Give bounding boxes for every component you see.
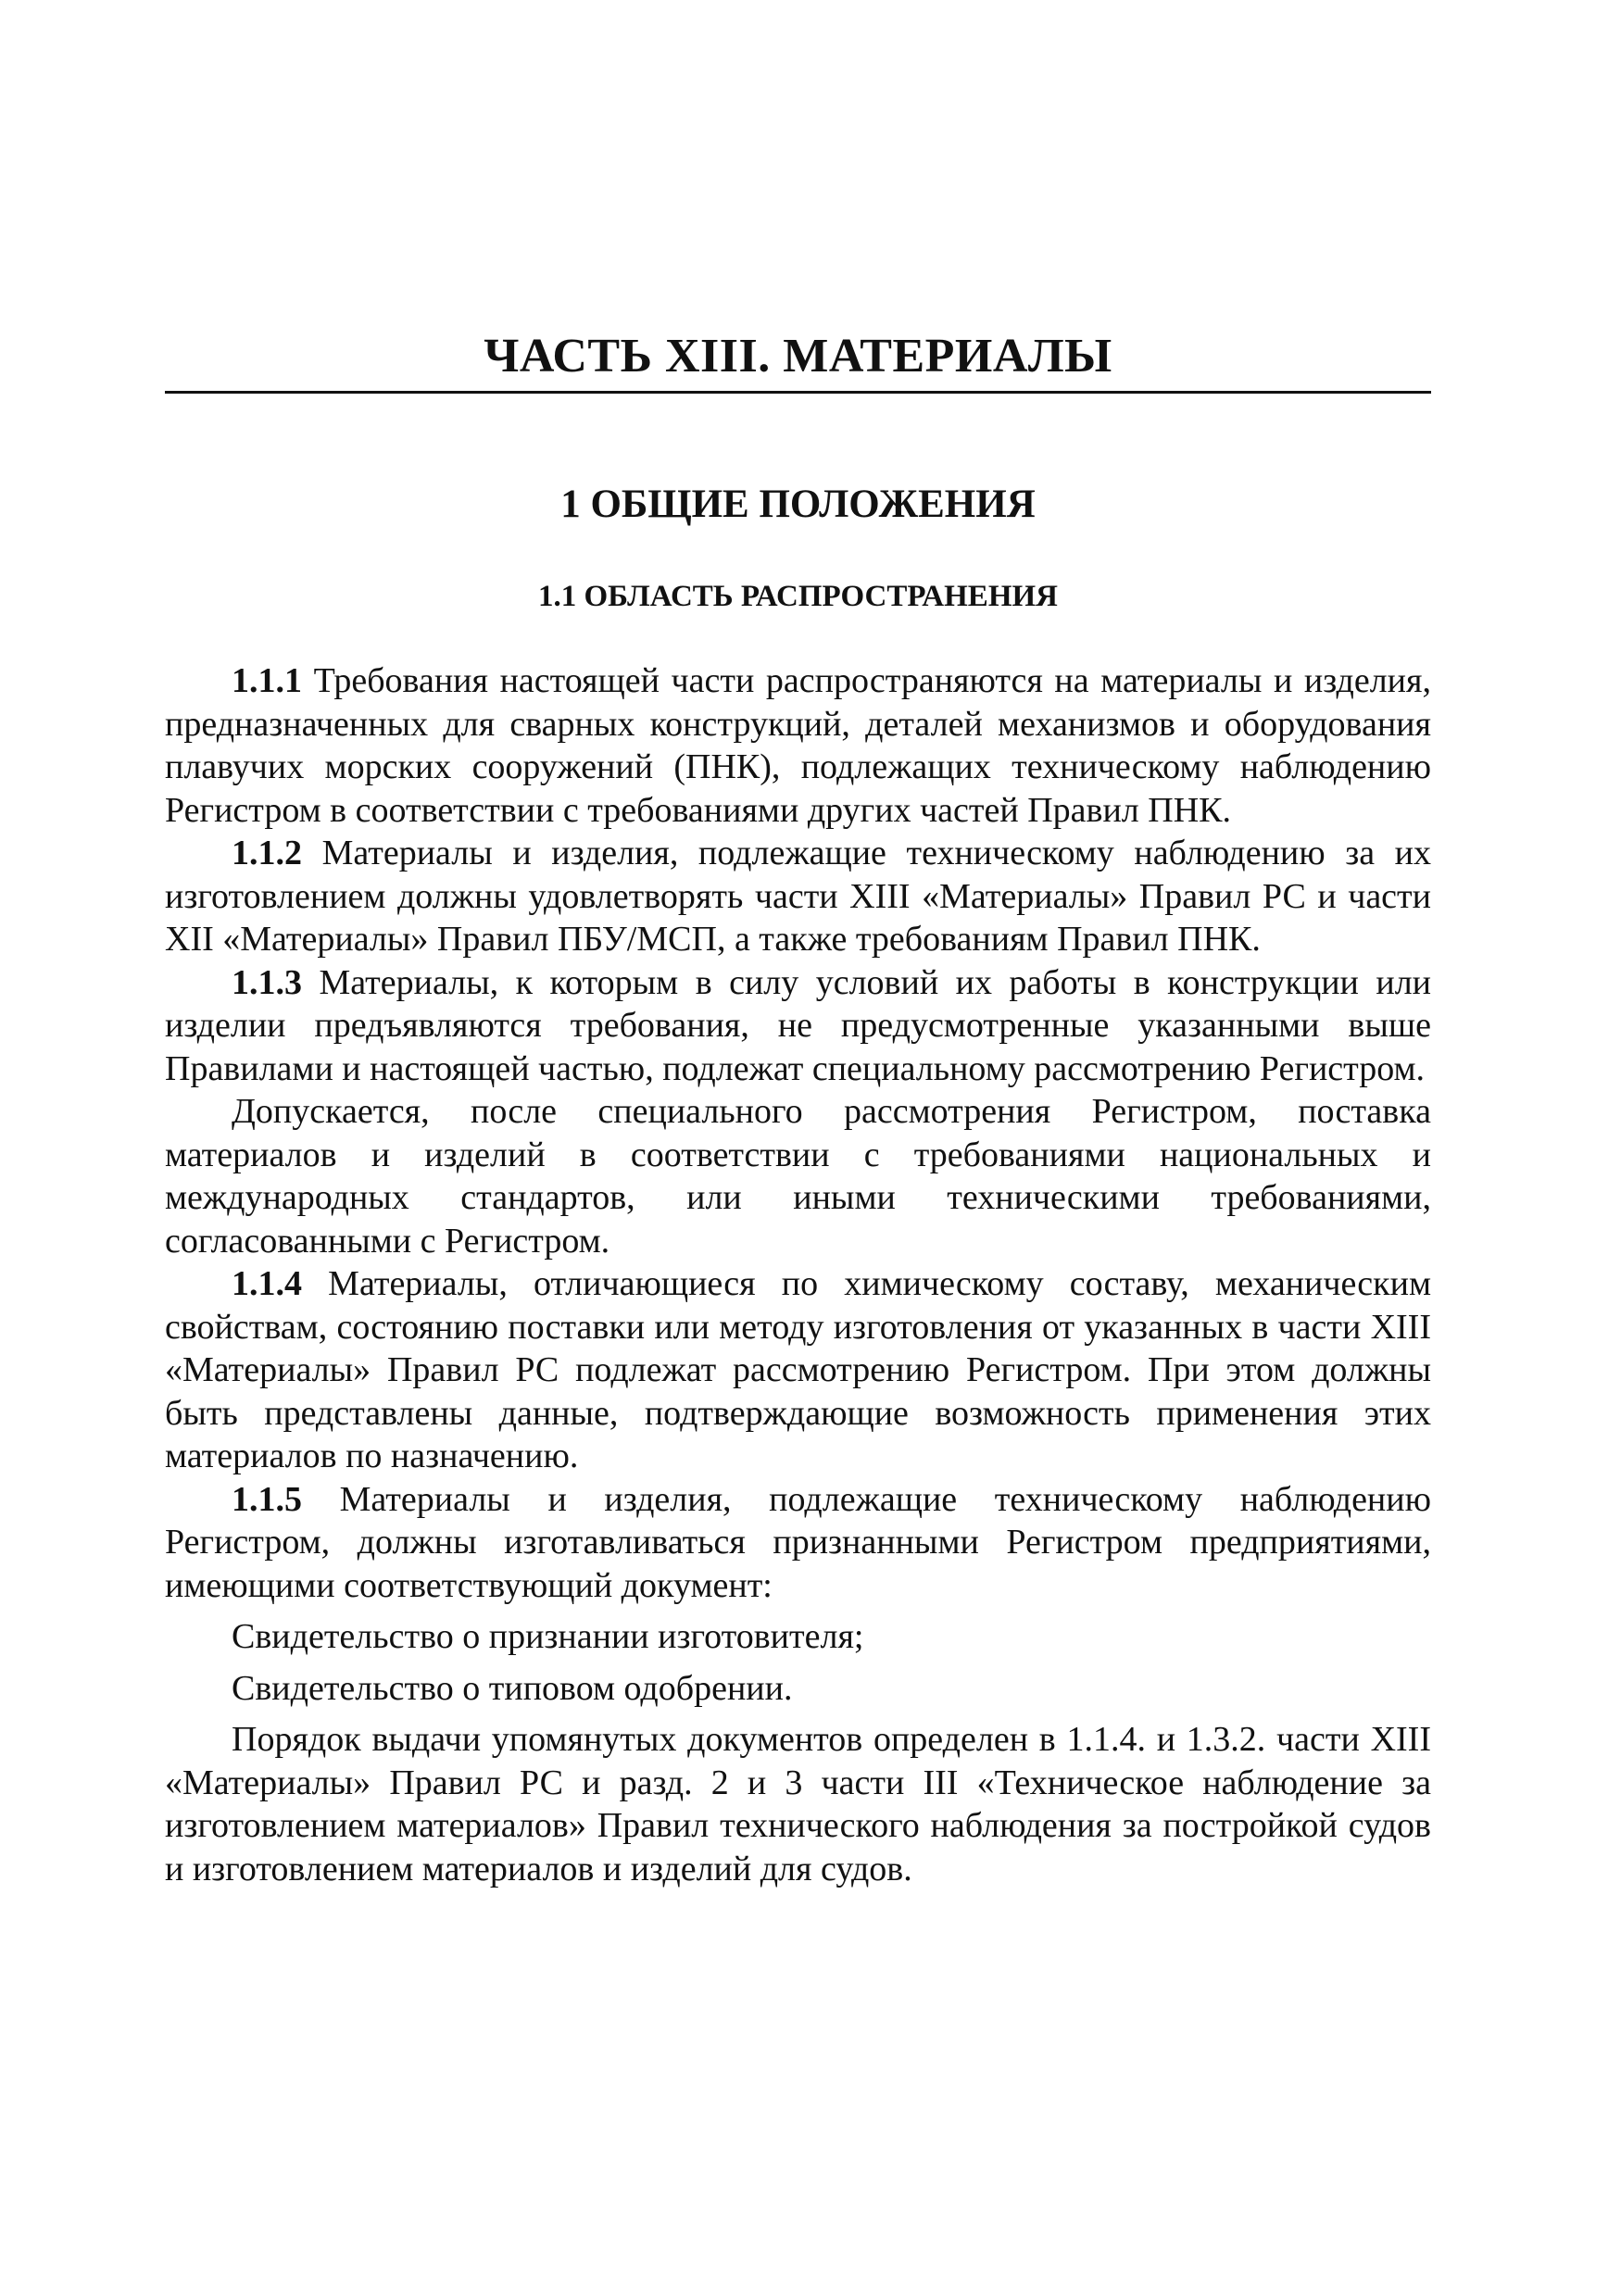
- paragraph-text: Материалы и изделия, подлежащие техническому наблюдению Регистром, должны изготавливаться признанными Регистром предприятиями, имеющими соответствующий документ:: [165, 1479, 1431, 1605]
- subsection-title: 1.1 ОБЛАСТЬ РАСПРОСТРАНЕНИЯ: [538, 580, 1058, 613]
- paragraph-text: Материалы и изделия, подлежащие техническому наблюдению за их изготовлением должны удовлетворять части XIII «Материалы» Правил РС и части XII «Материалы» Правил ПБУ/МСП, а также требованиям Правил ПНК.: [165, 834, 1431, 959]
- paragraph-1-1-3: [165, 961, 1431, 1091]
- list-item: Свидетельство о типовом одобрении.: [232, 1668, 793, 1708]
- paragraph-text: Требования настоящей части распространяются на материалы и изделия, предназначенных для сварных конструкций, деталей механизмов и оборудования плавучих морских сооружений (ПНК), подлежащих техническому наблюдению Регистром в соответствии с требованиями других частей Правил ПНК.: [165, 661, 1431, 830]
- section-title: 1 ОБЩИЕ ПОЛОЖЕНИЯ: [560, 483, 1036, 526]
- paragraph-1-1-4: [165, 1262, 1431, 1478]
- title-underline: [165, 391, 1431, 394]
- body-text: [165, 659, 1431, 1890]
- paragraph-1-1-2: [165, 832, 1431, 961]
- paragraph-1-1-5: [165, 1478, 1431, 1608]
- paragraph-text: Материалы, отличающиеся по химическому составу, механическим свойствам, состоянию поставки или методу изготовления от указанных в части XIII «Материалы» Правил РС подлежат рассмотрению Регистром. При этом должны быть представлены данные, подтверждающие возможность применения этих материалов по назначению.: [165, 1264, 1431, 1475]
- clause-number: 1.1.3: [232, 962, 302, 1002]
- clause-number: 1.1.2: [232, 834, 302, 872]
- closing-paragraph: Порядок выдачи упомянутых документов определен в 1.1.4. и 1.3.2. части XIII «Материалы» Правил РС и разд. 2 и 3 части III «Техническое наблюдение за изготовлением материалов» Правил технического наблюдения за постройкой судов и изготовлением материалов и изделий для судов.: [165, 1720, 1431, 1888]
- paragraph-1-1-1: [165, 659, 1431, 832]
- paragraph-text: Материалы, к которым в силу условий их работы в конструкции или изделии предъявляются требования, не предусмотренные указанными выше Правилами и настоящей частью, подлежат специальному рассмотрению Регистром.: [165, 962, 1431, 1088]
- clause-number: 1.1.4: [232, 1264, 302, 1303]
- paragraph-text: Допускается, после специального рассмотрения Регистром, поставка материалов и изделий в соответствии с требованиями национальных и международных стандартов, или иными техническими требованиями, согласованными с Регистром.: [165, 1092, 1431, 1261]
- clause-number: 1.1.5: [232, 1479, 302, 1519]
- part-title: ЧАСТЬ XIII. МАТЕРИАЛЫ: [484, 330, 1112, 383]
- clause-number: 1.1.1: [232, 661, 302, 700]
- list-item: Свидетельство о признании изготовителя;: [232, 1617, 864, 1656]
- paragraph-1-1-3-continued: [165, 1090, 1431, 1262]
